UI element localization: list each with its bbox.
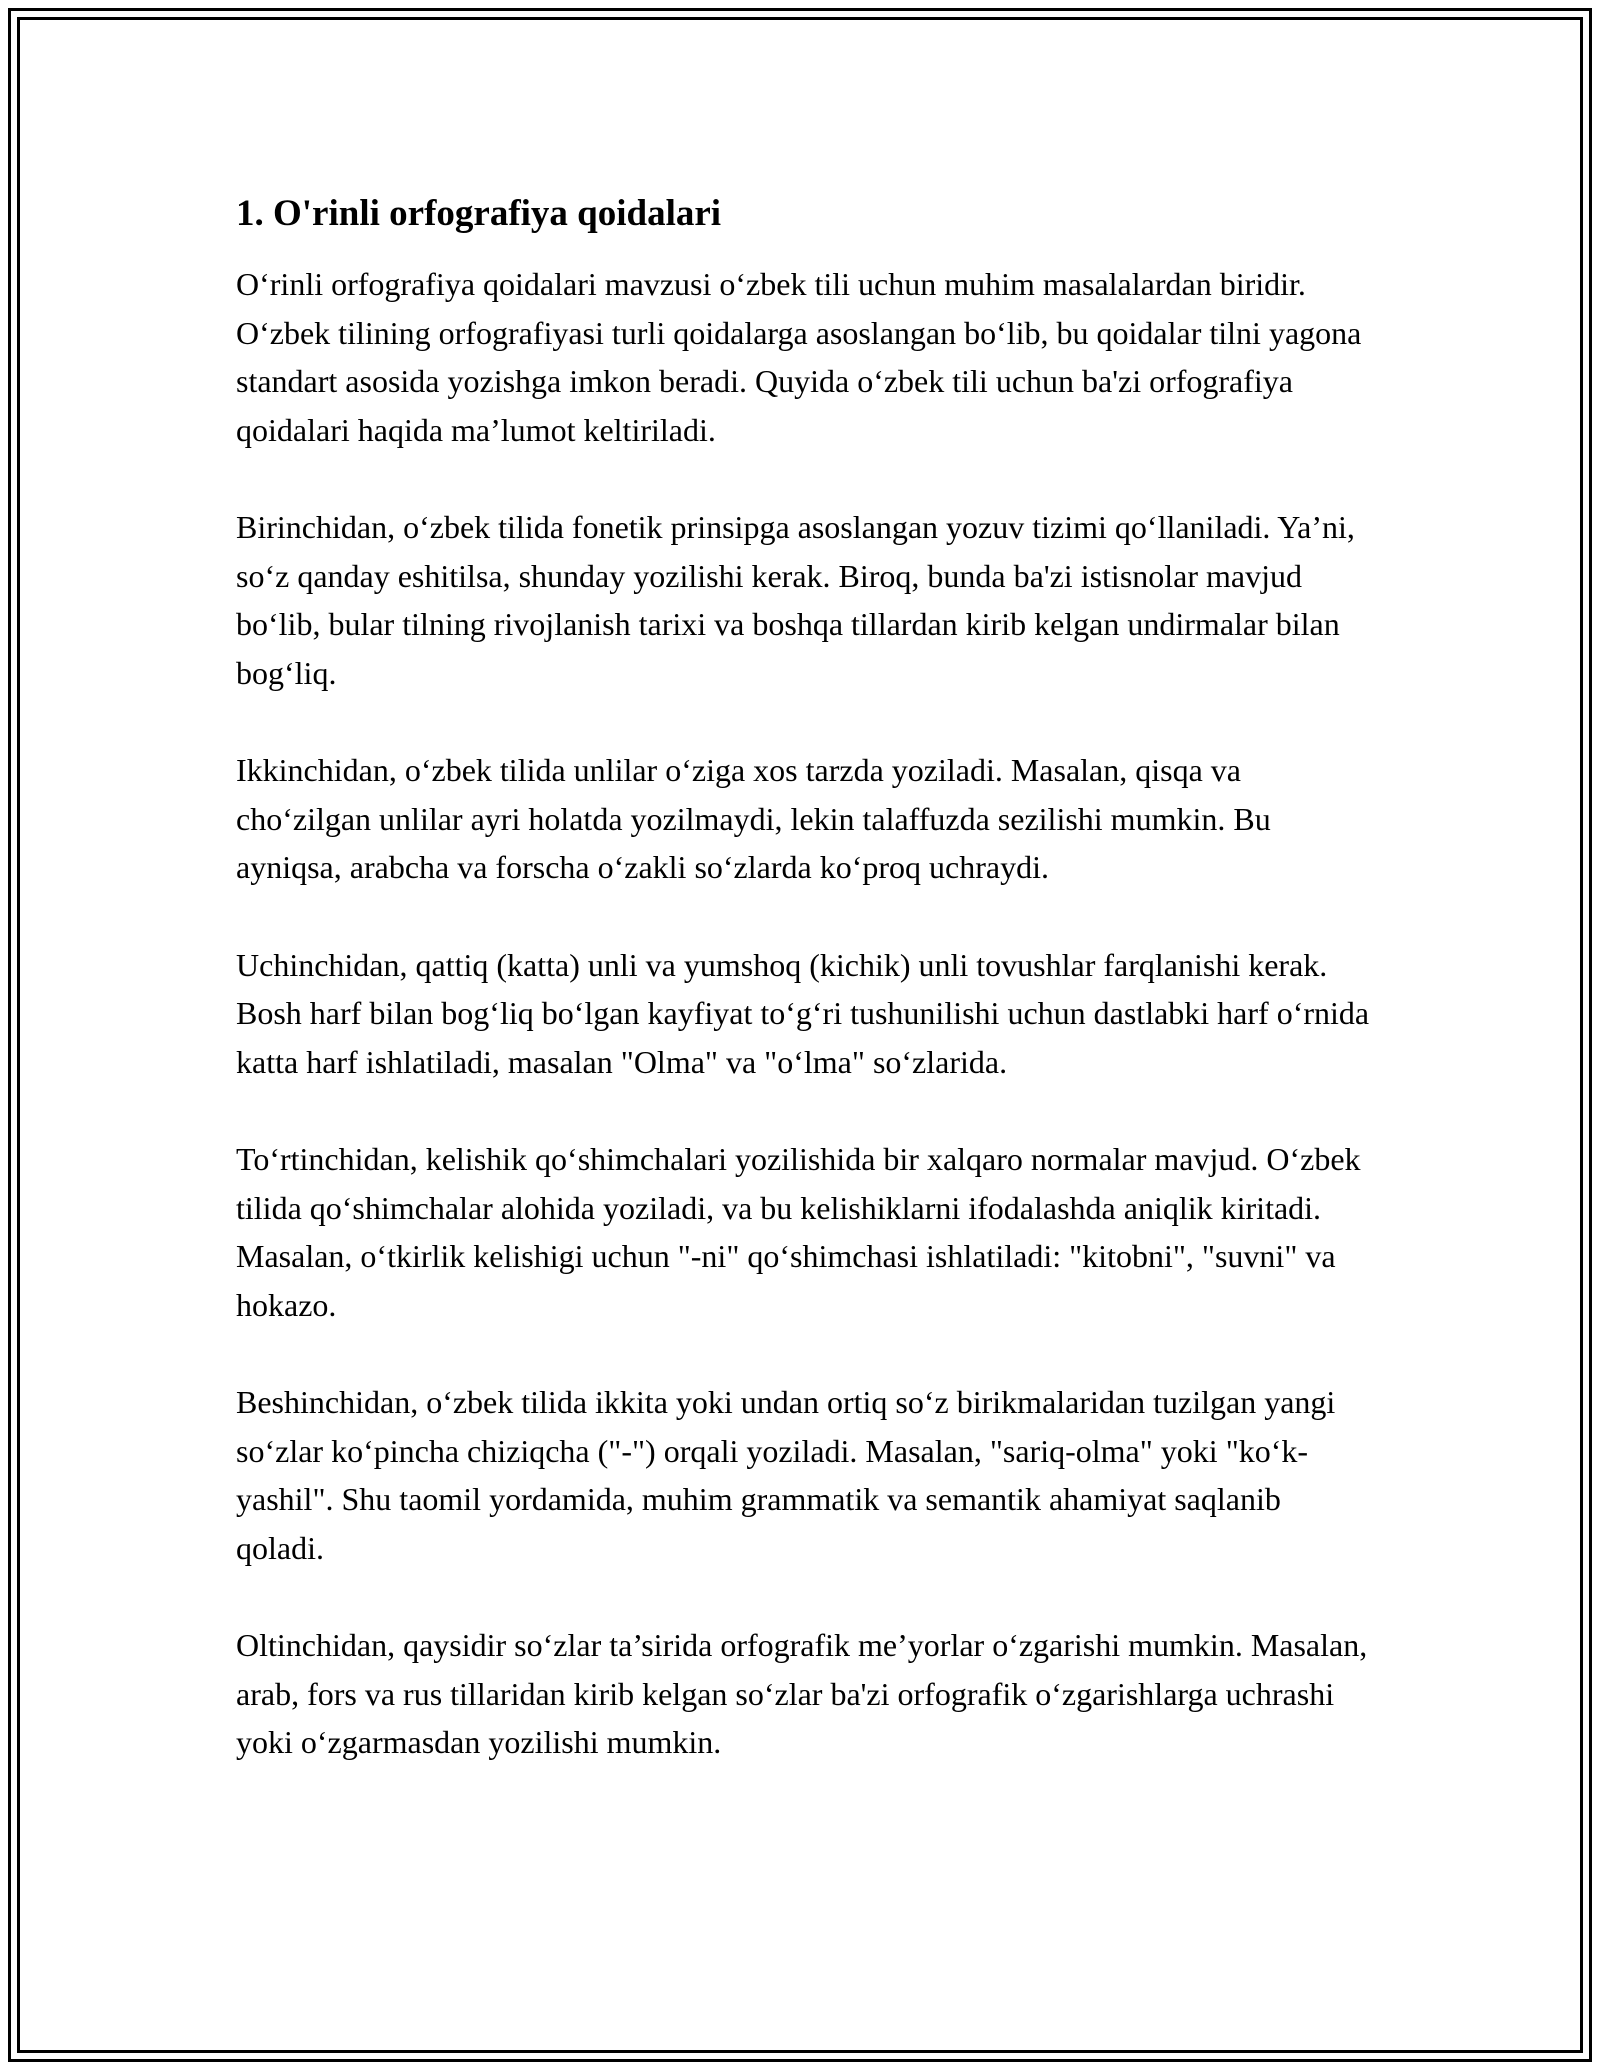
paragraph-fourth-rule: To‘rtinchidan, kelishik qo‘shimchalari yozilishida bir xalqaro normalar mavjud. O‘zbek tilida qo‘shimchalar alohida yoziladi, va bu kelishiklarni ifodalashda aniqlik kiritadi. Masalan, o‘tkirlik kelishigi uchun "-ni" qo‘shimchasi ishlatiladi: "kitobni", "suvni" va hokazo. — [236, 1141, 1361, 1323]
paragraph-first-rule: Birinchidan, o‘zbek tilida fonetik prinsipga asoslangan yozuv tizimi qo‘llaniladi. Ya’ni, so‘z qanday eshitilsa, shunday yozilishi kerak. Biroq, bunda ba'zi istisnolar mavjud bo‘lib, bular tilning rivojlanish tarixi va boshqa tillardan kirib kelgan undirmalar bilan bog‘liq. — [236, 509, 1355, 691]
paragraph-fifth-rule: Beshinchidan, o‘zbek tilida ikkita yoki undan ortiq so‘z birikmalaridan tuzilgan yangi so‘zlar ko‘pincha chiziqcha ("-") orqali yoziladi. Masalan, "sariq-olma" yoki "ko‘k-yashil". Shu taomil yordamida, muhim grammatik va semantik ahamiyat saqlanib qoladi. — [236, 1384, 1336, 1566]
document-body — [236, 188, 1376, 1816]
paragraph-third-rule: Uchinchidan, qattiq (katta) unli va yumshoq (kichik) unli tovushlar farqlanishi kerak. Bosh harf bilan bog‘liq bo‘lgan kayfiyat to‘g‘ri tushunilishi uchun dastlabki harf o‘rnida katta harf ishlatiladi, masalan "Olma" va "o‘lma" so‘zlarida. — [236, 946, 1370, 1080]
document-title: 1. O'rinli orfografiya qoidalari — [236, 193, 722, 234]
paragraph-intro: O‘rinli orfografiya qoidalari mavzusi o‘zbek tili uchun muhim masalalardan biridir. O‘zbek tilining orfografiyasi turli qoidalarga asoslangan bo‘lib, bu qoidalar tilni yagona standart asosida yozishga imkon beradi. Quyida o‘zbek tili uchun ba'zi orfografiya qoidalari haqida ma’lumot keltiriladi. — [236, 266, 1362, 448]
paragraph-second-rule: Ikkinchidan, o‘zbek tilida unlilar o‘ziga xos tarzda yoziladi. Masalan, qisqa va cho‘zilgan unlilar ayri holatda yozilmaydi, lekin talaffuzda sezilishi mumkin. Bu ayniqsa, arabcha va forscha o‘zakli so‘zlarda ko‘proq uchraydi. — [236, 752, 1271, 885]
paragraph-sixth-rule: Oltinchidan, qaysidir so‘zlar ta’sirida orfografik me’yorlar o‘zgarishi mumkin. Masalan, arab, fors va rus tillaridan kirib kelgan so‘zlar ba'zi orfografik o‘zgarishlarga uchrashi yoki o‘zgarmasdan yozilishi mumkin. — [236, 1627, 1368, 1760]
